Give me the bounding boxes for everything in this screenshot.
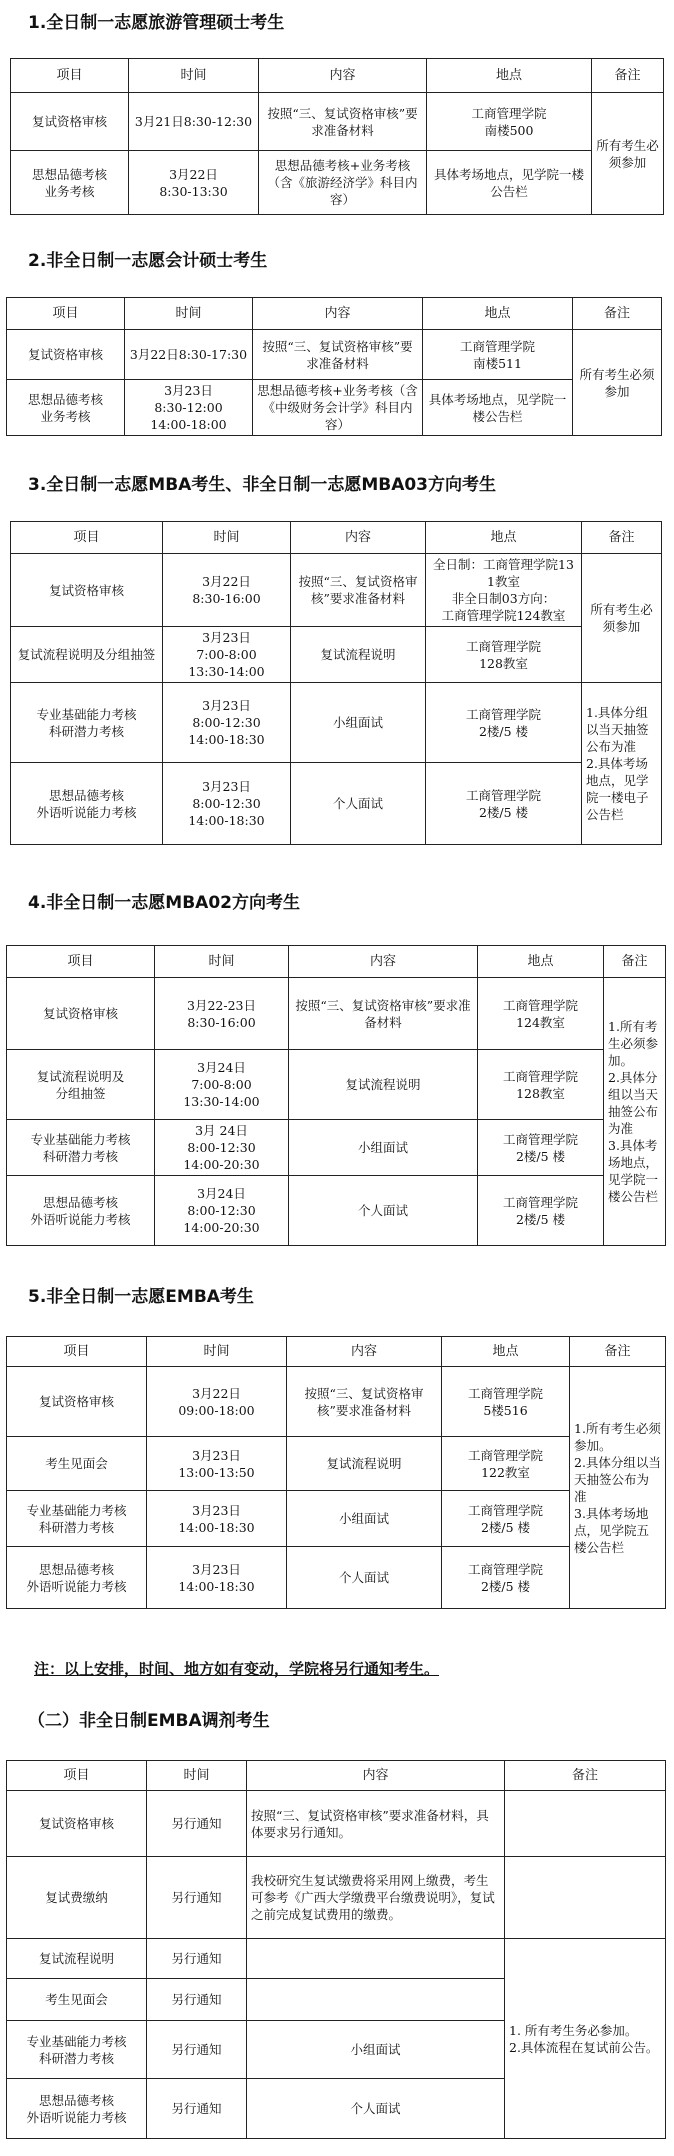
header-time: 时间: [155, 946, 289, 978]
table-cell: 复试流程说明及 分组抽签: [7, 1050, 155, 1120]
table-cell: 工商管理学院 122教室: [442, 1437, 570, 1491]
table-cell: [247, 1979, 505, 2021]
header-remarks: 备注: [592, 59, 664, 93]
table-cell: 按照“三、复试资格审核”要求准备材料: [289, 978, 478, 1050]
table-cell: 另行通知: [147, 1857, 247, 1939]
header-item: 项目: [11, 59, 129, 93]
table-cell: 工商管理学院 2楼/5 楼: [442, 1547, 570, 1609]
table-cell: 考生见面会: [7, 1979, 147, 2021]
table-cell: 小组面试: [247, 2021, 505, 2079]
header-location: 地点: [427, 59, 592, 93]
header-item: 项目: [7, 298, 125, 330]
table-cell: 3月23日 7:00-8:00 13:30-14:00: [163, 627, 291, 683]
section-4-heading: 4.非全日制一志愿MBA02方向考生: [28, 893, 300, 913]
footnote: 注：以上安排，时间、地方如有变动，学院将另行通知考生。: [34, 1660, 440, 1678]
table-cell: 个人面试: [289, 1176, 478, 1246]
table-cell: 3月 24日 8:00-12:30 14:00-20:30: [155, 1120, 289, 1176]
header-item: 项目: [7, 1337, 147, 1367]
remarks-cell: 1. 所有考生务必参加。 2.具体流程在复试前公告。: [505, 1939, 666, 2139]
table-cell: 专业基础能力考核 科研潜力考核: [11, 683, 163, 763]
table-cell: 思想品德考核 业务考核: [11, 151, 129, 215]
table-cell: 小组面试: [291, 683, 426, 763]
table-cell: 另行通知: [147, 1979, 247, 2021]
table-cell: 专业基础能力考核 科研潜力考核: [7, 2021, 147, 2079]
header-remarks: 备注: [582, 522, 662, 554]
table-cell: 小组面试: [287, 1491, 442, 1547]
header-time: 时间: [147, 1337, 287, 1367]
table-cell: 3月22日 09:00-18:00: [147, 1367, 287, 1437]
header-item: 项目: [7, 946, 155, 978]
header-location: 地点: [423, 298, 573, 330]
table-cell: 复试流程说明: [289, 1050, 478, 1120]
remarks-cell: 1.所有考生必须参加。 2.具体分组以当天抽签公布为准 3.具体考场地点，见学院五楼公告栏: [570, 1367, 666, 1609]
adjust-heading: （二）非全日制EMBA调剂考生: [28, 1711, 270, 1731]
table-cell: 复试资格审核: [11, 93, 129, 151]
section-5-table: [6, 1336, 666, 1609]
header-content: 内容: [289, 946, 478, 978]
remarks-cell: 所有考生必须参加: [573, 330, 662, 436]
header-content: 内容: [291, 522, 426, 554]
table-cell: 考生见面会: [7, 1437, 147, 1491]
table-cell: 工商管理学院 2楼/5 楼: [426, 683, 582, 763]
table-cell: 复试资格审核: [7, 978, 155, 1050]
header-remarks: 备注: [604, 946, 666, 978]
table-cell: 另行通知: [147, 2079, 247, 2139]
header-location: 地点: [478, 946, 604, 978]
table-cell: 3月23日 8:00-12:30 14:00-18:30: [163, 763, 291, 845]
section-2-table: [6, 297, 662, 436]
table-cell: 3月23日 14:00-18:30: [147, 1547, 287, 1609]
header-time: 时间: [163, 522, 291, 554]
table-cell: 工商管理学院 南楼500: [427, 93, 592, 151]
header-time: 时间: [129, 59, 259, 93]
header-time: 时间: [125, 298, 253, 330]
remarks-cell: 1.所有考生必须参加。 2.具体分组以当天抽签公布为准 3.具体考场地点，见学院一楼公告栏: [604, 978, 666, 1246]
table-cell: 思想品德考核 外语听说能力考核: [7, 1176, 155, 1246]
table-cell: 复试资格审核: [7, 1367, 147, 1437]
table-cell: 工商管理学院 2楼/5 楼: [442, 1491, 570, 1547]
table-cell: 3月22-23日 8:30-16:00: [155, 978, 289, 1050]
table-cell: 工商管理学院 128教室: [478, 1050, 604, 1120]
table-cell: 工商管理学院 128教室: [426, 627, 582, 683]
header-remarks: 备注: [573, 298, 662, 330]
table-cell: 复试费缴纳: [7, 1857, 147, 1939]
table-cell: 个人面试: [287, 1547, 442, 1609]
header-location: 地点: [426, 522, 582, 554]
table-cell: 3月22日 8:30-13:30: [129, 151, 259, 215]
header-remarks: 备注: [570, 1337, 666, 1367]
table-cell: 思想品德考核 业务考核: [7, 380, 125, 436]
header-content: 内容: [259, 59, 427, 93]
table-cell: 思想品德考核 外语听说能力考核: [7, 1547, 147, 1609]
header-remarks: 备注: [505, 1761, 666, 1791]
table-cell: 小组面试: [289, 1120, 478, 1176]
header-content: 内容: [287, 1337, 442, 1367]
table-cell: [247, 1939, 505, 1979]
table-cell: 3月24日 8:00-12:30 14:00-20:30: [155, 1176, 289, 1246]
table-cell: 工商管理学院 南楼511: [423, 330, 573, 380]
header-content: 内容: [253, 298, 423, 330]
header-content: 内容: [247, 1761, 505, 1791]
table-cell: 3月22日8:30-17:30: [125, 330, 253, 380]
table-cell: 3月23日 8:00-12:30 14:00-18:30: [163, 683, 291, 763]
table-cell: 3月24日 7:00-8:00 13:30-14:00: [155, 1050, 289, 1120]
table-cell: 复试资格审核: [7, 330, 125, 380]
table-cell: 工商管理学院 2楼/5 楼: [478, 1176, 604, 1246]
section-1-table: [10, 58, 664, 215]
header-time: 时间: [147, 1761, 247, 1791]
table-cell: 复试资格审核: [7, 1791, 147, 1857]
table-cell: 复试流程说明: [287, 1437, 442, 1491]
table-cell: 全日制：工商管理学院131教室 非全日制03方向： 工商管理学院124教室: [426, 554, 582, 627]
table-cell: 3月22日 8:30-16:00: [163, 554, 291, 627]
table-cell: 复试流程说明: [7, 1939, 147, 1979]
table-cell: 按照“三、复试资格审核”要求准备材料: [259, 93, 427, 151]
section-1-heading: 1.全日制一志愿旅游管理硕士考生: [28, 13, 285, 33]
table-cell: 个人面试: [247, 2079, 505, 2139]
header-location: 地点: [442, 1337, 570, 1367]
table-cell: 按照“三、复试资格审核”要求准备材料: [253, 330, 423, 380]
table-cell: 专业基础能力考核 科研潜力考核: [7, 1491, 147, 1547]
table-cell: 工商管理学院 124教室: [478, 978, 604, 1050]
section-2-heading: 2.非全日制一志愿会计硕士考生: [28, 251, 268, 271]
table-cell: 另行通知: [147, 1791, 247, 1857]
table-cell: 工商管理学院 2楼/5 楼: [478, 1120, 604, 1176]
table-cell: 另行通知: [147, 1939, 247, 1979]
table-cell: 复试流程说明: [291, 627, 426, 683]
table-cell: [505, 1791, 666, 1857]
table-cell: [505, 1857, 666, 1939]
remarks-cell: 1.具体分组以当天抽签公布为准 2.具体考场地点，见学院一楼电子公告栏: [582, 683, 662, 845]
adjust-table: [6, 1760, 666, 2139]
table-cell: 按照“三、复试资格审核”要求准备材料: [291, 554, 426, 627]
header-item: 项目: [11, 522, 163, 554]
table-cell: 思想品德考核 外语听说能力考核: [7, 2079, 147, 2139]
section-5-heading: 5.非全日制一志愿EMBA考生: [28, 1287, 254, 1307]
table-cell: 工商管理学院 2楼/5 楼: [426, 763, 582, 845]
table-cell: 3月23日 13:00-13:50: [147, 1437, 287, 1491]
remarks-cell: 所有考生必须参加: [582, 554, 662, 683]
table-cell: 另行通知: [147, 2021, 247, 2079]
table-cell: 工商管理学院 5楼516: [442, 1367, 570, 1437]
table-cell: 3月23日 8:30-12:00 14:00-18:00: [125, 380, 253, 436]
section-3-heading: 3.全日制一志愿MBA考生、非全日制一志愿MBA03方向考生: [28, 475, 497, 495]
table-cell: 我校研究生复试缴费将采用网上缴费，考生可参考《广西大学缴费平台缴费说明》，复试之前完成复试费用的缴费。: [247, 1857, 505, 1939]
table-cell: 个人面试: [291, 763, 426, 845]
remarks-cell: 所有考生必须参加: [592, 93, 664, 215]
table-cell: 3月21日8:30-12:30: [129, 93, 259, 151]
table-cell: 思想品德考核+业务考核（含《旅游经济学》科目内容）: [259, 151, 427, 215]
table-cell: 复试资格审核: [11, 554, 163, 627]
table-cell: 具体考场地点，见学院一楼公告栏: [427, 151, 592, 215]
table-cell: 专业基础能力考核 科研潜力考核: [7, 1120, 155, 1176]
table-cell: 按照“三、复试资格审核”要求准备材料，具体要求另行通知。: [247, 1791, 505, 1857]
table-cell: 复试流程说明及分组抽签: [11, 627, 163, 683]
table-cell: 按照“三、复试资格审核”要求准备材料: [287, 1367, 442, 1437]
section-3-table: [10, 521, 662, 845]
table-cell: 思想品德考核+业务考核（含《中级财务会计学》科目内容）: [253, 380, 423, 436]
table-cell: 思想品德考核 外语听说能力考核: [11, 763, 163, 845]
section-4-table: [6, 945, 666, 1246]
table-cell: 具体考场地点，见学院一楼公告栏: [423, 380, 573, 436]
header-item: 项目: [7, 1761, 147, 1791]
table-cell: 3月23日 14:00-18:30: [147, 1491, 287, 1547]
